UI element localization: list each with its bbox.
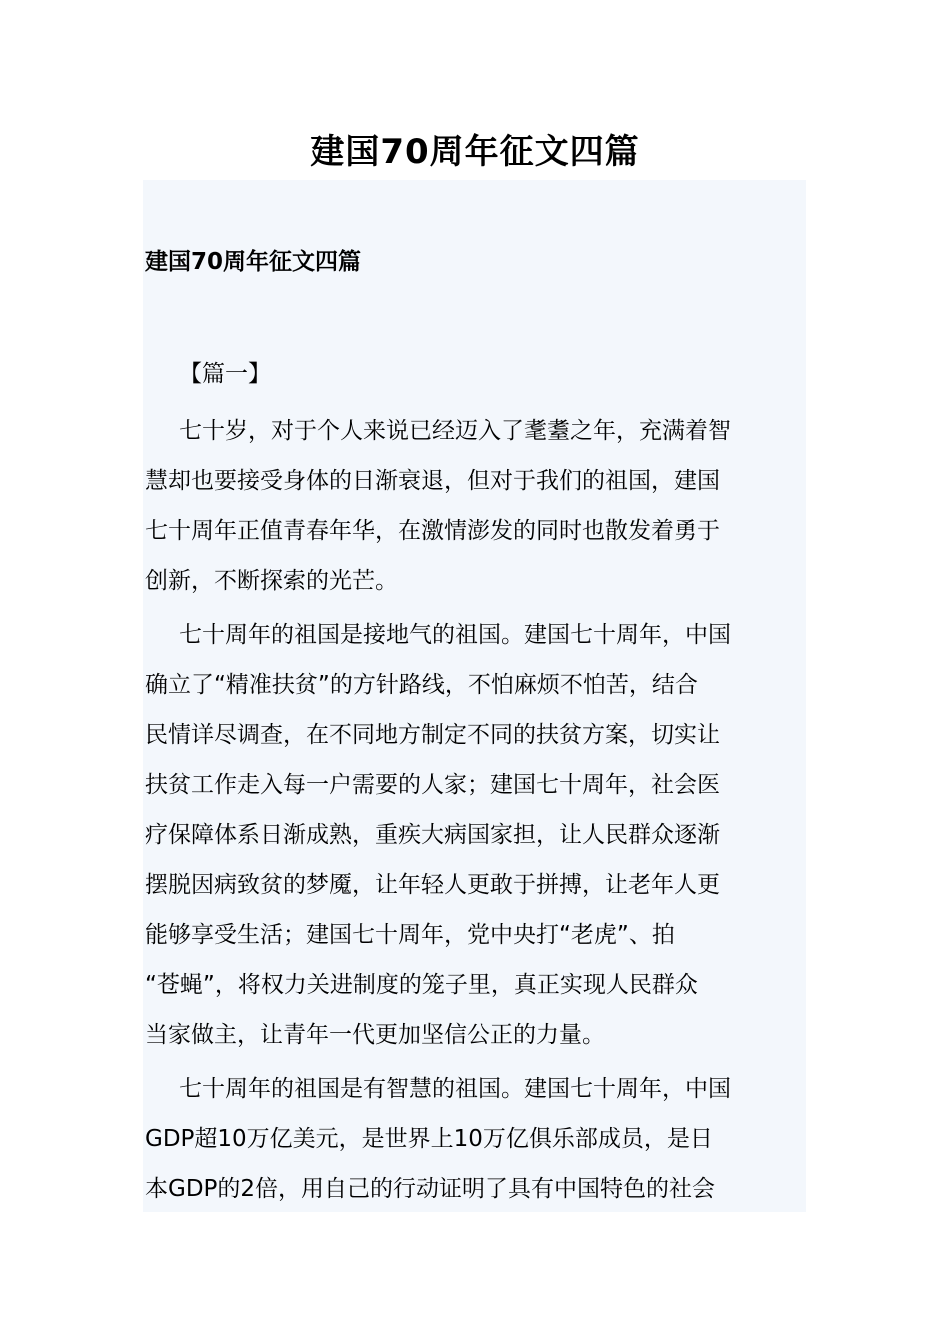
paragraph-line: 本GDP的2倍，用自己的行动证明了具有中国特色的社会 [145,1176,716,1202]
paragraph-1 [145,406,731,606]
paragraph-line: 创新，不断探索的光芒。 [145,568,398,594]
paragraph-line: 七十周年的祖国是有智慧的祖国。建国七十周年，中国 [179,1076,731,1102]
paragraph-line: 七十周年的祖国是接地气的祖国。建国七十周年，中国 [179,622,731,648]
paragraph-line: 扶贫工作走入每一户需要的人家；建国七十周年，社会医 [145,772,720,798]
paragraph-line: 疗保障体系日渐成熟，重疾大病国家担，让人民群众逐渐 [145,822,720,848]
document-heading: 建国70周年征文四篇 [145,249,362,275]
paragraph-line: 摆脱因病致贫的梦魇，让年轻人更敢于拼搏，让老年人更 [145,872,720,898]
section-label: 【篇一】 [179,361,271,387]
paragraph-line: 当家做主，让青年一代更加坚信公正的力量。 [145,1022,605,1048]
content-panel [143,180,806,1212]
paragraph-line: 能够享受生活；建国七十周年，党中央打“老虎”、拍 [145,922,675,948]
paragraph-line: GDP超10万亿美元，是世界上10万亿俱乐部成员，是日 [145,1126,713,1152]
page-title: 建国70周年征文四篇 [310,132,640,172]
paragraph-line: 慧却也要接受身体的日渐衰退，但对于我们的祖国，建国 [145,468,720,494]
paragraph-line: 确立了“精准扶贫”的方针路线，不怕麻烦不怕苦，结合 [145,672,698,698]
paragraph-line: 七十周年正值青春年华，在激情澎发的同时也散发着勇于 [145,518,720,544]
paragraph-2 [145,610,731,1060]
paragraph-3 [145,1064,731,1212]
paragraph-line: 七十岁，对于个人来说已经迈入了耄耋之年，充满着智 [179,418,731,444]
paragraph-line: 民情详尽调查，在不同地方制定不同的扶贫方案，切实让 [145,722,720,748]
paragraph-line: “苍蝇”，将权力关进制度的笼子里，真正实现人民群众 [145,972,698,998]
